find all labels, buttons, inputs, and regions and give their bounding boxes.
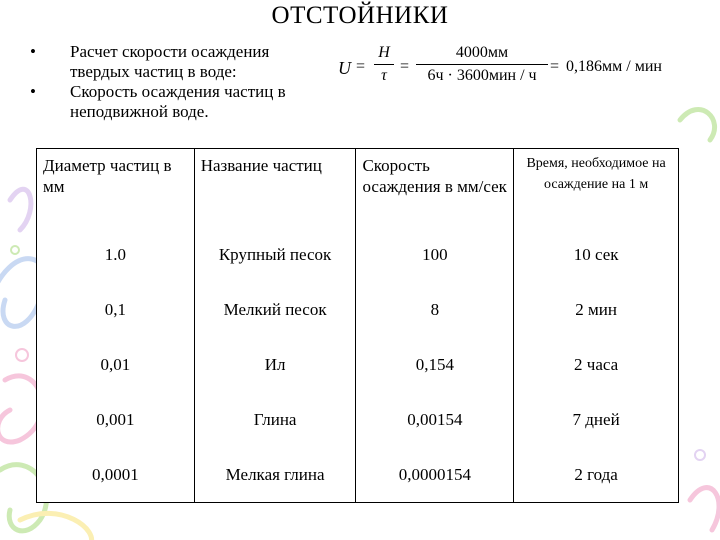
formula-fraction-h-tau — [374, 44, 394, 85]
cell-diameter: 1.0 — [37, 227, 195, 282]
formula-numerator: 4000мм — [455, 44, 509, 61]
cell-velocity: 0,0000154 — [356, 447, 514, 503]
cell-velocity: 100 — [356, 227, 514, 282]
table-row — [37, 392, 679, 447]
cell-name: Глина — [194, 392, 356, 447]
formula-equals: = — [550, 58, 560, 75]
formula-equals: = — [400, 58, 410, 75]
table-row — [37, 337, 679, 392]
bullet-text: Расчет скорости осаждения твердых частиц в воде: — [70, 42, 270, 81]
cell-diameter: 0,1 — [37, 282, 195, 337]
bullet-item — [28, 42, 328, 82]
table-header-row — [37, 149, 679, 228]
cell-name: Мелкий песок — [194, 282, 356, 337]
table-row — [37, 282, 679, 337]
table-row — [37, 227, 679, 282]
cell-time: 2 мин — [514, 282, 679, 337]
formula-denominator: 6ч · 3600мин / ч — [416, 64, 548, 85]
cell-velocity: 0,00154 — [356, 392, 514, 447]
cell-time: 7 дней — [514, 392, 679, 447]
formula-denominator: τ — [374, 64, 394, 85]
cell-diameter: 0,0001 — [37, 447, 195, 503]
header-name: Название частиц — [194, 149, 356, 228]
cell-diameter: 0,01 — [37, 337, 195, 392]
cell-time: 2 года — [514, 447, 679, 503]
bullet-text: Скорость осаждения частиц в неподвижной воде. — [70, 82, 286, 121]
bullet-list — [28, 42, 328, 122]
slide-title: ОТСТОЙНИКИ — [271, 2, 449, 29]
formula-lhs: U — [338, 58, 351, 78]
cell-name: Мелкая глина — [194, 447, 356, 503]
cell-velocity: 0,154 — [356, 337, 514, 392]
table-row — [37, 447, 679, 503]
bullet-item — [28, 82, 328, 122]
bullet-dot-icon: • — [30, 42, 36, 61]
formula-fraction-values — [416, 44, 548, 85]
sedimentation-table — [36, 148, 679, 503]
header-diameter: Диаметр частиц в мм — [37, 149, 195, 228]
cell-time: 2 часа — [514, 337, 679, 392]
cell-velocity: 8 — [356, 282, 514, 337]
formula-numerator: H — [378, 44, 390, 61]
cell-time: 10 сек — [514, 227, 679, 282]
header-velocity: Скорость осаждения в мм/сек — [356, 149, 514, 228]
bullet-dot-icon: • — [30, 82, 36, 101]
cell-name: Ил — [194, 337, 356, 392]
header-time: Время, необходимое на осаждение на 1 м — [514, 149, 679, 228]
formula-result: 0,186мм / мин — [566, 58, 662, 75]
formula-equals: = — [356, 58, 366, 75]
cell-name: Крупный песок — [194, 227, 356, 282]
cell-diameter: 0,001 — [37, 392, 195, 447]
